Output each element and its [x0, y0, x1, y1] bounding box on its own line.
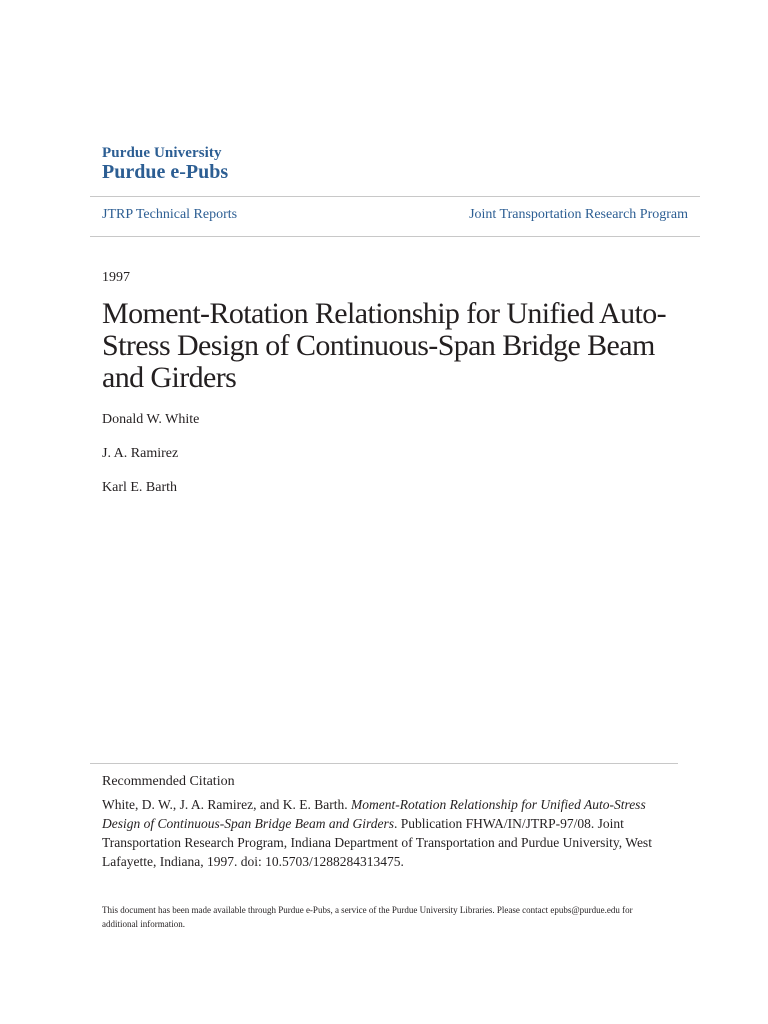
citation-title: Moment-Rotation Relationship for Unified Auto-Stress Design of Continuous-Span Bridge Beam and Girders [102, 797, 646, 831]
header-divider-bottom [90, 236, 700, 237]
header-divider-top [90, 196, 700, 197]
paper-title: Moment-Rotation Relationship for Unified Auto-Stress Design of Continuous-Span Bridge Beam and Girders [102, 297, 666, 394]
citation-suffix: . Publication FHWA/IN/JTRP-97/08. Joint Transportation Research Program, Indiana Department of Transportation and Purdue University, West Lafayette, Indiana, 1997. doi: 10.5703/1288284313475. [102, 816, 652, 869]
citation-heading: Recommended Citation [102, 774, 235, 789]
university-name: Purdue University [102, 145, 222, 161]
program-link[interactable]: Joint Transportation Research Program [469, 207, 688, 222]
author-1[interactable]: Donald W. White [102, 412, 200, 427]
repository-name[interactable]: Purdue e-Pubs [102, 161, 229, 183]
author-3[interactable]: Karl E. Barth [102, 480, 178, 495]
availability-note: This document has been made available through Purdue e-Pubs, a service of the Purdue University Libraries. Please contact epubs@purdue.edu for additional information. [102, 905, 633, 929]
author-2[interactable]: J. A. Ramirez [102, 446, 179, 461]
citation-divider [90, 763, 678, 764]
series-link[interactable]: JTRP Technical Reports [102, 207, 238, 222]
publication-year: 1997 [102, 270, 130, 285]
citation-prefix: White, D. W., J. A. Ramirez, and K. E. Barth. [102, 797, 351, 812]
citation-text [102, 795, 662, 871]
